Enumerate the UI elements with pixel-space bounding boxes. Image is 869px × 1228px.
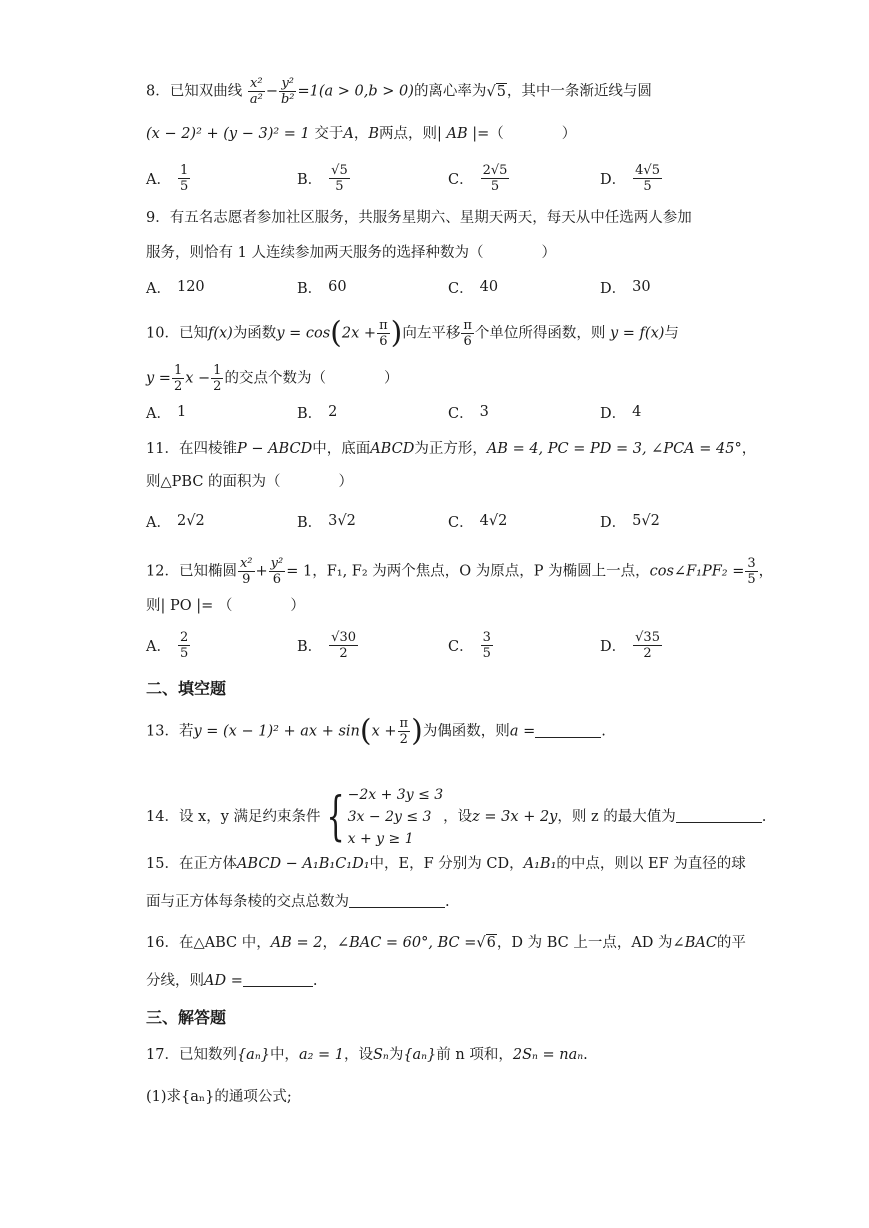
option-label: B． (297, 514, 323, 531)
q10-line1: 10．已知f(x)为函数y = cos(2x + $\frac{\pi}{6}$ )向左平移 $\frac{\pi}{6}$ 个单位所得函数，则 y = f(x)与 (146, 315, 679, 351)
option-d[interactable] (600, 158, 663, 198)
q8-line1: 8．已知双曲线 $\frac{\text{x²}}{\text{a²}}$ − $\frac{\text{y²}}{\text{b²}}$ =1(a > 0,b > 0)的离心率为√5，其中一条渐近线与圆 (146, 76, 652, 107)
option-b[interactable] (297, 267, 347, 307)
q16-line2 (146, 971, 719, 991)
option-b[interactable] (297, 158, 351, 198)
q11-text: 为正方形， (414, 441, 487, 457)
option-a[interactable] (146, 158, 191, 198)
question-number: 8． (146, 83, 170, 100)
left-brace: { (325, 787, 345, 847)
frac-num: π (399, 716, 409, 731)
option-d[interactable] (600, 501, 660, 541)
q16-text: ，D 为 BC 上一点，AD 为 (496, 935, 673, 951)
frac-num: 4√5 (635, 162, 660, 178)
option-value: 120 (176, 279, 205, 295)
pi: π (463, 318, 472, 333)
option-value: 2 (328, 404, 338, 420)
option-a[interactable] (146, 501, 205, 541)
frac-num: 1 (213, 363, 222, 378)
frac-den: 5 (179, 178, 189, 194)
plus: + (255, 563, 268, 580)
option-a[interactable] (146, 267, 205, 307)
q14-line (146, 784, 767, 850)
frac-den: 2 (173, 379, 183, 394)
sqrt5: √5 (486, 83, 506, 100)
q14-text: ，设 (443, 809, 473, 825)
q16-line1 (146, 933, 746, 953)
q8-text: 已知双曲线 (169, 83, 243, 100)
option-c[interactable] (448, 267, 498, 307)
option-value: 3√2 (328, 513, 356, 529)
frac-num: 2 (179, 629, 189, 645)
sin-arg: x + (371, 723, 397, 740)
sequence: {aₙ} (403, 1047, 437, 1063)
q14-text: 14．设 x，y 满足约束条件 (146, 809, 321, 825)
option-c[interactable] (448, 392, 489, 432)
option-label: B． (297, 280, 323, 297)
hyperbola-y-frac: $\frac{\text{y²}}{\text{b²}}$ (280, 76, 295, 107)
q10-text: 个单位所得函数，则 (474, 325, 606, 342)
q9-line1: 9．有五名志愿者参加社区服务，共服务星期六、星期天两天，每天从中任选两人参加 (146, 210, 692, 226)
frac-den: 5 (747, 572, 756, 587)
q15-text: 的中点，则以 EF 为直径的球 (556, 856, 746, 872)
frac-den: 2 (643, 645, 652, 661)
q15-line1 (146, 854, 746, 874)
frac-den: 2 (339, 645, 348, 661)
frac-den: 5 (179, 645, 189, 661)
option-label: B． (297, 405, 323, 422)
q11-line1 (146, 439, 757, 459)
option-value: 1 (176, 404, 187, 420)
option-d[interactable] (600, 267, 651, 307)
q9-line2: 服务，则恰有 1 人连续参加两天服务的选择种数为（ ） (146, 245, 556, 261)
option-b[interactable] (297, 625, 359, 665)
q11-text: ， (741, 441, 757, 457)
q10-options (146, 392, 746, 432)
a2-eq: a₂ = 1 (298, 1047, 344, 1063)
hyperbola-eq: =1(a > 0,b > 0) (297, 83, 414, 100)
ab-eq: AB = 2 (270, 935, 323, 951)
q11-options (146, 501, 746, 541)
conditions: AB = 4, PC = PD = 3, ∠PCA = 45° (486, 441, 742, 457)
option-a[interactable] (146, 392, 186, 432)
base: ABCD (370, 441, 415, 457)
x-minus: x − (185, 370, 211, 387)
option-label: B． (297, 638, 323, 655)
section-heading-solve: 三、解答题 (146, 1008, 227, 1027)
q8-text: ，其中一条渐近线与圆 (506, 83, 652, 100)
option-c[interactable] (448, 158, 510, 198)
constraint-2: 3x − 2y ≤ 3 (347, 809, 432, 825)
frac-num: 1 (179, 162, 189, 178)
q10-text: 向左平移 (402, 325, 461, 342)
q12-text: ， (758, 563, 774, 580)
option-d[interactable] (600, 625, 663, 665)
q17-line1 (146, 1045, 719, 1065)
a1b1: A₁B₁ (523, 856, 557, 872)
q12-line2: 则| PO |= （ ） (146, 598, 305, 614)
q8-line2 (146, 124, 719, 144)
q17-text: 中， (269, 1047, 299, 1063)
section-heading-fill-in: 二、填空题 (146, 679, 227, 698)
option-label: A． (146, 638, 171, 655)
option-label: A． (146, 171, 171, 188)
pi: π (379, 318, 388, 333)
q12-line1 (146, 556, 774, 587)
eq: = 1 (286, 563, 313, 580)
frac-den: 5 (482, 645, 491, 661)
point-b: B (368, 126, 380, 142)
option-label: D． (600, 514, 627, 531)
frac-den: 9 (242, 572, 251, 587)
answer-paren: （ ） (489, 126, 577, 142)
q11-text: 中，底面 (312, 441, 371, 457)
q13-line: 13．若y = (x − 1)² + ax + sin(x + $\frac{\pi}{2}$ )为偶函数，则a = . (146, 713, 606, 749)
frac-num: x² (239, 556, 253, 571)
ad-eq: AD = (204, 973, 243, 989)
q10-text: 与 (664, 325, 679, 342)
option-b[interactable] (297, 392, 337, 432)
frac-den: 5 (335, 178, 344, 194)
q16-text: 的平 (716, 935, 746, 951)
option-value: 30 (632, 279, 651, 295)
option-label: D． (600, 638, 627, 655)
period: . (583, 1047, 588, 1063)
sqrt6: √6 (476, 935, 496, 951)
answer-blank[interactable] (349, 893, 445, 908)
frac-num: √30 (331, 629, 356, 645)
frac-den: 6 (272, 572, 282, 587)
option-label: A． (146, 514, 171, 531)
radicand: 6 (486, 935, 496, 951)
option-a[interactable] (146, 625, 191, 665)
frac-den: 5 (490, 178, 500, 194)
frac-num: √35 (635, 629, 660, 645)
y-fx: y = f(x) (609, 325, 665, 342)
option-label: A． (146, 280, 171, 297)
q8-options (146, 158, 746, 198)
option-label: C． (448, 514, 474, 531)
q15-text: 中，E，F 分别为 CD， (369, 856, 524, 872)
q8-text: 的离心率为 (413, 83, 487, 100)
q15-text: 面与正方体每条棱的交点总数为 (146, 894, 349, 910)
q11-text: 11．在四棱锥 (146, 441, 237, 457)
q17-text: 前 n 项和， (436, 1047, 513, 1063)
option-label: C． (448, 280, 474, 297)
period: . (761, 809, 767, 825)
cos-angle: cos∠F₁PF₂ = (649, 563, 745, 580)
option-label: D． (600, 171, 627, 188)
option-value: 5√2 (632, 513, 660, 529)
q8-text: 交于 (314, 126, 344, 142)
q10-text: 的交点个数为（ ） (224, 370, 399, 387)
period: . (601, 723, 606, 740)
fx: f(x) (207, 325, 233, 342)
q10-text: 10．已知 (146, 325, 208, 342)
q10-text: 为函数 (232, 325, 277, 342)
hyperbola-x-frac: $\frac{\text{x²}}{\text{a²}}$ (249, 76, 263, 107)
answer-blank[interactable] (535, 723, 601, 738)
q12-text: 12．已知椭圆 (146, 563, 237, 580)
q15-text: 15．在正方体 (146, 856, 237, 872)
six: 6 (463, 334, 472, 349)
ab-length: | AB |= (437, 126, 490, 142)
q9-options (146, 267, 746, 307)
option-label: D． (600, 280, 627, 297)
option-value: 4 (632, 404, 642, 420)
frac-den: 2 (213, 379, 222, 394)
answer-blank[interactable] (243, 972, 313, 987)
circle-eq: (x − 2)² + (y − 3)² = 1 (146, 126, 310, 142)
q11-line2: 则△PBC 的面积为（ ） (146, 474, 354, 490)
y-eq: y = (146, 370, 171, 387)
q12-options (146, 625, 746, 665)
conditions: ∠BAC = 60°, BC = (336, 935, 477, 951)
sequence: {aₙ} (236, 1047, 270, 1063)
constraint-3: x + y ≥ 1 (347, 831, 414, 847)
q13-text: 为偶函数，则 (422, 723, 510, 740)
frac-num: y² (270, 556, 284, 571)
q10-line2 (146, 363, 719, 394)
option-label: D． (600, 405, 627, 422)
q16-text: ， (322, 935, 337, 951)
q13-expr: y = (x − 1)² + ax + sin (193, 723, 360, 740)
frac-num: √5 (331, 162, 348, 178)
frac-num: 3 (482, 629, 491, 645)
option-label: C． (448, 171, 474, 188)
option-value: 2√2 (176, 513, 205, 529)
frac-den: 2 (399, 732, 408, 747)
sn: Sₙ (373, 1047, 389, 1063)
cube: ABCD − A₁B₁C₁D₁ (236, 856, 370, 872)
relation: 2Sₙ = naₙ (512, 1047, 584, 1063)
pyramid: P − ABCD (236, 441, 313, 457)
angle-bac: ∠BAC (672, 935, 717, 951)
option-value: 60 (328, 279, 347, 295)
frac-num: 3 (747, 556, 756, 571)
q8-text: 两点，则 (379, 126, 438, 142)
frac-den: 5 (643, 178, 652, 194)
q16-text: 16．在△ABC 中， (146, 935, 271, 951)
constraint-1: −2x + 3y ≤ 3 (347, 787, 444, 803)
point-a: A (343, 126, 354, 142)
objective: z = 3x + 2y (472, 809, 558, 825)
q17-text: 17．已知数列 (146, 1047, 237, 1063)
q15-line2 (146, 892, 719, 912)
period: . (312, 973, 318, 989)
separator: ， (353, 126, 369, 142)
six: 6 (379, 334, 388, 349)
option-c[interactable] (448, 501, 507, 541)
option-label: B． (297, 171, 323, 188)
option-d[interactable] (600, 392, 641, 432)
option-value: 40 (479, 279, 499, 295)
y-cos: y = cos (276, 325, 331, 342)
q17-text: ，设 (344, 1047, 373, 1063)
option-value: 4√2 (479, 513, 508, 529)
cos-arg: 2x + (341, 325, 377, 342)
q17-text: 为 (388, 1047, 404, 1063)
option-label: C． (448, 405, 474, 422)
period: . (445, 894, 450, 910)
option-value: 3 (479, 404, 489, 420)
answer-blank[interactable] (676, 808, 762, 823)
a-eq: a = (509, 723, 536, 740)
q12-text: ，F₁, F₂ 为两个焦点，O 为原点，P 为椭圆上一点， (312, 563, 650, 580)
q16-text: 分线，则 (146, 973, 204, 989)
option-label: A． (146, 405, 171, 422)
q17-part1: (1)求{aₙ}的通项公式; (146, 1089, 292, 1105)
option-label: C． (448, 638, 474, 655)
frac-num: 1 (173, 363, 183, 378)
option-c[interactable] (448, 625, 494, 665)
q13-text: 13．若 (146, 723, 194, 740)
constraint-system (348, 784, 444, 850)
option-b[interactable] (297, 501, 356, 541)
q14-text: ，则 z 的最大值为 (557, 809, 676, 825)
frac-num: 2√5 (482, 162, 508, 178)
